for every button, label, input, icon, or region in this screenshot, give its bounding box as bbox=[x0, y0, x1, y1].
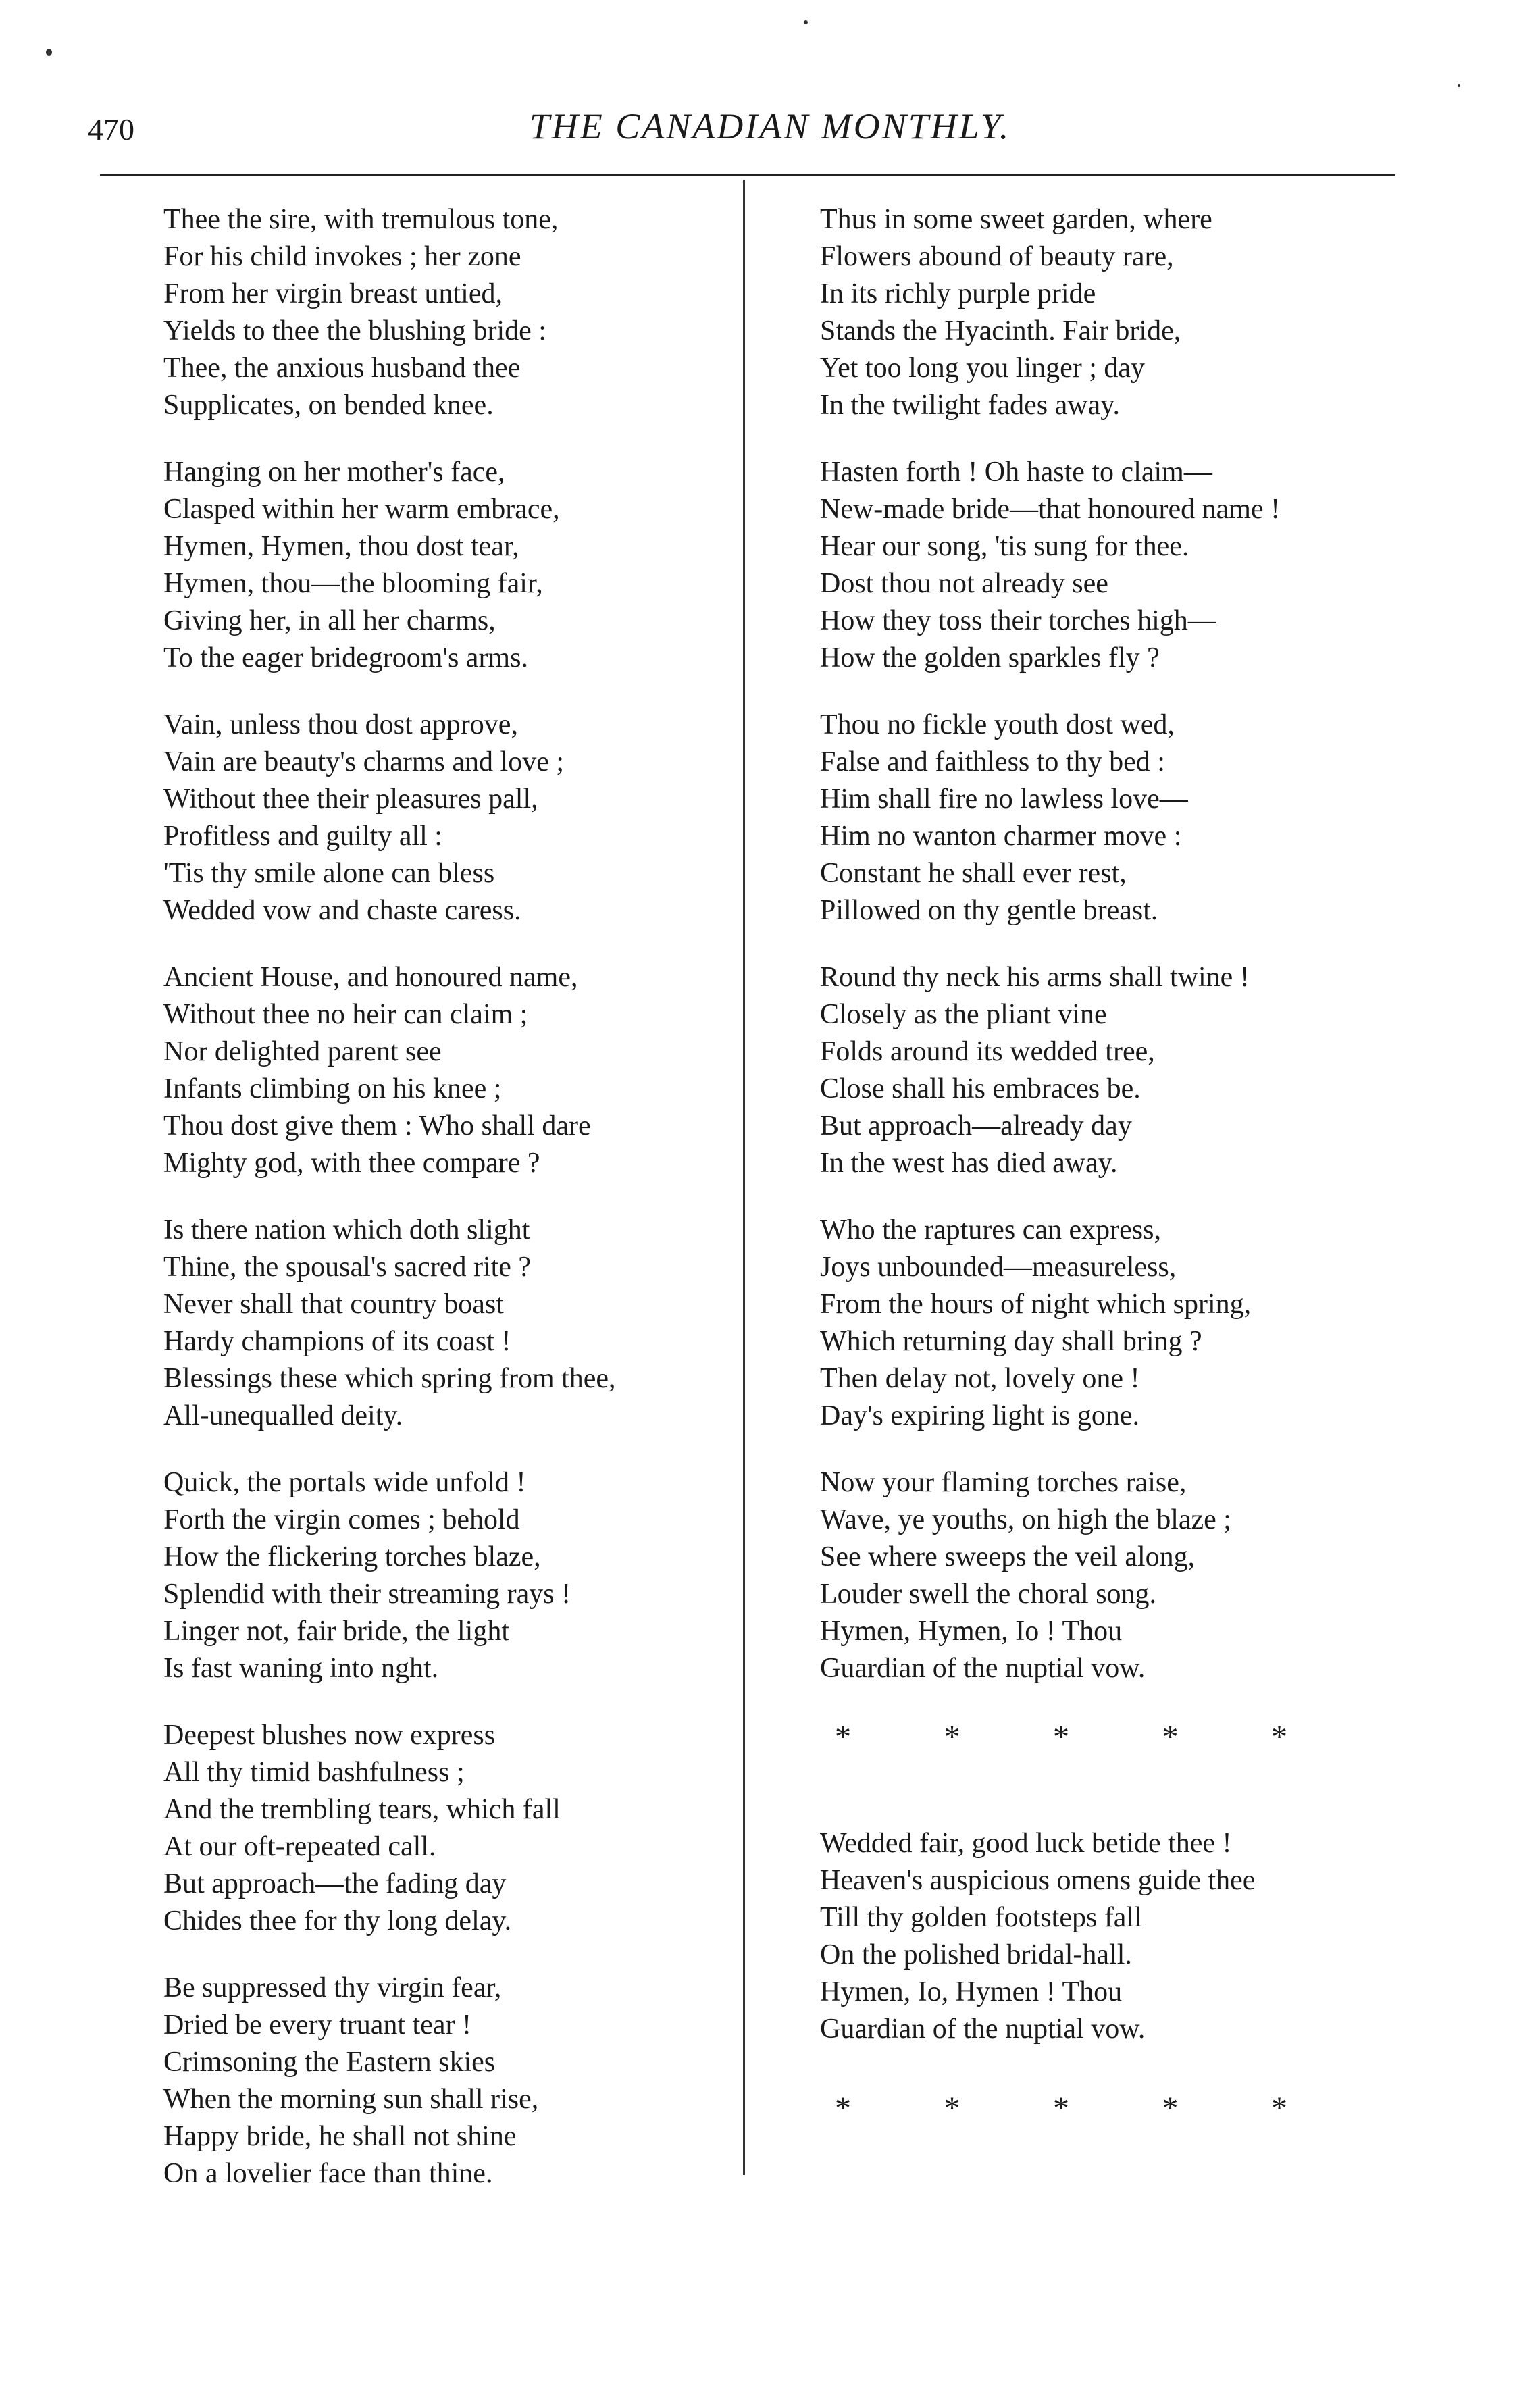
verse-line: Quick, the portals wide unfold ! bbox=[163, 1467, 526, 1498]
verse-line: Then delay not, lovely one ! bbox=[820, 1363, 1140, 1394]
verse-line: Flowers abound of beauty rare, bbox=[820, 241, 1174, 272]
verse-line: See where sweeps the veil along, bbox=[820, 1541, 1196, 1572]
verse-line: Happy bride, he shall not shine bbox=[163, 2121, 517, 2152]
verse-line: Thou dost give them : Who shall dare bbox=[163, 1110, 591, 1142]
verse-line: Without thee their pleasures pall, bbox=[163, 784, 538, 815]
verse-line: Hear our song, 'tis sung for thee. bbox=[820, 531, 1189, 562]
scan-speck bbox=[1458, 84, 1460, 87]
verse-line: Ancient House, and honoured name, bbox=[163, 962, 578, 993]
verse-line: From her virgin breast untied, bbox=[163, 278, 503, 309]
left-column bbox=[163, 201, 724, 2222]
verse-line: In its richly purple pride bbox=[820, 278, 1096, 309]
verse-line: False and faithless to thy bed : bbox=[820, 746, 1165, 777]
header-rule bbox=[100, 174, 1395, 176]
asterisk: * bbox=[1271, 1719, 1287, 1755]
stanza bbox=[820, 454, 1394, 677]
verse-line: Thus in some sweet garden, where bbox=[820, 204, 1212, 235]
verse-line: Which returning day shall bring ? bbox=[820, 1326, 1202, 1357]
running-head: THE CANADIAN MONTHLY. bbox=[529, 106, 1011, 147]
asterism-divider bbox=[835, 1717, 1287, 1758]
verse-line: Hymen, Io, Hymen ! Thou bbox=[820, 1976, 1123, 2007]
asterisk: * bbox=[1053, 2091, 1069, 2126]
verse-line: How the flickering torches blaze, bbox=[163, 1541, 541, 1572]
stanza bbox=[820, 959, 1394, 1182]
verse-line: And the trembling tears, which fall bbox=[163, 1794, 561, 1825]
verse-line: For his child invokes ; her zone bbox=[163, 241, 521, 272]
verse-line: Wedded fair, good luck betide thee ! bbox=[820, 1828, 1232, 1859]
verse-line: Stands the Hyacinth. Fair bride, bbox=[820, 315, 1181, 347]
stanza bbox=[820, 707, 1394, 929]
stanza bbox=[163, 1212, 724, 1435]
stanza bbox=[163, 1970, 724, 2193]
verse-line: Thee the sire, with tremulous tone, bbox=[163, 204, 559, 235]
verse-line: Till thy golden footsteps fall bbox=[820, 1902, 1142, 1933]
verse-line: At our oft-repeated call. bbox=[163, 1831, 436, 1862]
asterisk: * bbox=[1271, 2091, 1287, 2126]
asterisk: * bbox=[835, 2091, 851, 2126]
verse-line: Crimsoning the Eastern skies bbox=[163, 2047, 496, 2078]
verse-line: Him shall fire no lawless love— bbox=[820, 784, 1188, 815]
verse-line: Be suppressed thy virgin fear, bbox=[163, 1972, 502, 2003]
verse-line: Guardian of the nuptial vow. bbox=[820, 2014, 1146, 2045]
verse-line: Mighty god, with thee compare ? bbox=[163, 1148, 540, 1179]
verse-line: In the west has died away. bbox=[820, 1148, 1118, 1179]
verse-line: Hymen, Hymen, Io ! Thou bbox=[820, 1616, 1123, 1647]
verse-line: Is fast waning into nght. bbox=[163, 1653, 439, 1684]
verse-line: Deepest blushes now express bbox=[163, 1720, 496, 1751]
asterisk: * bbox=[1162, 1719, 1179, 1755]
verse-line: Close shall his embraces be. bbox=[820, 1073, 1141, 1104]
stanza bbox=[163, 454, 724, 677]
verse-line: Louder swell the choral song. bbox=[820, 1579, 1157, 1610]
verse-line: Supplicates, on bended knee. bbox=[163, 390, 494, 421]
verse-line: Never shall that country boast bbox=[163, 1289, 504, 1320]
asterism-divider-end bbox=[835, 2089, 1287, 2129]
verse-line: Forth the virgin comes ; behold bbox=[163, 1504, 520, 1535]
page-number: 470 bbox=[88, 112, 134, 147]
verse-line: Constant he shall ever rest, bbox=[820, 858, 1127, 889]
verse-line: New-made bride—that honoured name ! bbox=[820, 494, 1281, 525]
stanza bbox=[820, 1464, 1394, 1687]
verse-line: Thee, the anxious husband thee bbox=[163, 353, 521, 384]
asterisk: * bbox=[944, 1719, 960, 1755]
verse-line: Day's expiring light is gone. bbox=[820, 1400, 1140, 1431]
verse-line: Chides thee for thy long delay. bbox=[163, 1905, 512, 1937]
verse-line: All-unequalled deity. bbox=[163, 1400, 403, 1431]
verse-line: Yields to thee the blushing bride : bbox=[163, 315, 546, 347]
verse-line: Splendid with their streaming rays ! bbox=[163, 1579, 571, 1610]
verse-line: Linger not, fair bride, the light bbox=[163, 1616, 510, 1647]
asterisk: * bbox=[944, 2091, 960, 2126]
verse-line: Pillowed on thy gentle breast. bbox=[820, 895, 1158, 926]
verse-line: Hardy champions of its coast ! bbox=[163, 1326, 511, 1357]
verse-line: Hymen, thou—the blooming fair, bbox=[163, 568, 543, 599]
verse-line: Who the raptures can express, bbox=[820, 1214, 1161, 1246]
verse-line: Guardian of the nuptial vow. bbox=[820, 1653, 1146, 1684]
verse-line: On the polished bridal-hall. bbox=[820, 1939, 1132, 1970]
verse-line: 'Tis thy smile alone can bless bbox=[163, 858, 495, 889]
verse-line: In the twilight fades away. bbox=[820, 390, 1120, 421]
verse-line: Thou no fickle youth dost wed, bbox=[820, 709, 1175, 740]
verse-line: Dried be every truant tear ! bbox=[163, 2009, 471, 2041]
verse-line: Hymen, Hymen, thou dost tear, bbox=[163, 531, 519, 562]
verse-line: Folds around its wedded tree, bbox=[820, 1036, 1155, 1067]
verse-line: Vain are beauty's charms and love ; bbox=[163, 746, 565, 777]
verse-line: To the eager bridegroom's arms. bbox=[163, 642, 528, 673]
verse-line: Hasten forth ! Oh haste to claim— bbox=[820, 457, 1212, 488]
stanza bbox=[820, 1212, 1394, 1435]
stanza bbox=[163, 707, 724, 929]
verse-line: Yet too long you linger ; day bbox=[820, 353, 1146, 384]
verse-line: Is there nation which doth slight bbox=[163, 1214, 530, 1246]
stanza bbox=[163, 201, 724, 424]
verse-line: Wave, ye youths, on high the blaze ; bbox=[820, 1504, 1231, 1535]
verse-line: But approach—the fading day bbox=[163, 1868, 507, 1899]
asterisk: * bbox=[1162, 2091, 1179, 2126]
right-column-stanzas bbox=[820, 201, 1394, 1687]
verse-line: How they toss their torches high— bbox=[820, 605, 1216, 636]
scan-speck bbox=[804, 20, 808, 24]
asterisk: * bbox=[835, 1719, 851, 1755]
verse-line: Nor delighted parent see bbox=[163, 1036, 442, 1067]
right-column bbox=[820, 201, 1394, 2197]
verse-line: Clasped within her warm embrace, bbox=[163, 494, 560, 525]
stanza bbox=[163, 1464, 724, 1687]
verse-line: Joys unbounded—measureless, bbox=[820, 1252, 1177, 1283]
verse-line: Round thy neck his arms shall twine ! bbox=[820, 962, 1250, 993]
column-divider bbox=[743, 180, 745, 2175]
stanza bbox=[163, 1717, 724, 1940]
verse-line: Profitless and guilty all : bbox=[163, 821, 442, 852]
stanza bbox=[820, 201, 1394, 424]
verse-line: Without thee no heir can claim ; bbox=[163, 999, 528, 1030]
verse-line: How the golden sparkles fly ? bbox=[820, 642, 1160, 673]
verse-line: Closely as the pliant vine bbox=[820, 999, 1107, 1030]
verse-line: On a lovelier face than thine. bbox=[163, 2158, 493, 2189]
verse-line: Vain, unless thou dost approve, bbox=[163, 709, 518, 740]
verse-line: All thy timid bashfulness ; bbox=[163, 1757, 465, 1788]
verse-line: Wedded vow and chaste caress. bbox=[163, 895, 521, 926]
verse-line: Infants climbing on his knee ; bbox=[163, 1073, 502, 1104]
verse-line: Giving her, in all her charms, bbox=[163, 605, 496, 636]
right-column-final-stanza bbox=[820, 1825, 1394, 2048]
verse-line: Him no wanton charmer move : bbox=[820, 821, 1182, 852]
verse-line: Now your flaming torches raise, bbox=[820, 1467, 1187, 1498]
verse-line: From the hours of night which spring, bbox=[820, 1289, 1252, 1320]
scan-speck bbox=[46, 49, 52, 56]
stanza bbox=[163, 959, 724, 1182]
asterisk: * bbox=[1053, 1719, 1069, 1755]
verse-line: Hanging on her mother's face, bbox=[163, 457, 505, 488]
stanza bbox=[820, 1825, 1394, 2048]
verse-line: Dost thou not already see bbox=[820, 568, 1108, 599]
verse-line: But approach—already day bbox=[820, 1110, 1132, 1142]
verse-line: Blessings these which spring from thee, bbox=[163, 1363, 616, 1394]
verse-line: Thine, the spousal's sacred rite ? bbox=[163, 1252, 532, 1283]
verse-line: Heaven's auspicious omens guide thee bbox=[820, 1865, 1256, 1896]
verse-line: When the morning sun shall rise, bbox=[163, 2084, 539, 2115]
